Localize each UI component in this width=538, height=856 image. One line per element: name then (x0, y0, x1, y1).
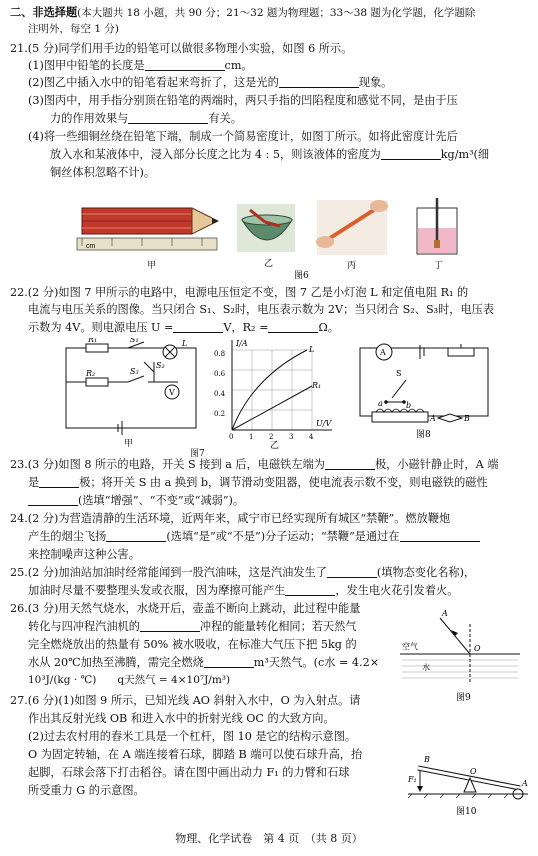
q23-line3: (选填“增强”、“不变”或“减弱”)。 (28, 492, 244, 509)
fig10-F1: F₁ (408, 775, 417, 784)
fig8-ammeter: A (380, 348, 386, 357)
graph-ytick-06: 0.6 (214, 370, 226, 378)
fig7-caption: 图7 (190, 449, 205, 459)
q21-part4a: (4)将一些细铜丝绕在铅笔下端，制成一个简易密度计，如图丁所示。如将此密度计先后 (28, 130, 458, 143)
fig9-water: 水 (422, 663, 430, 672)
q27-line6: 所受重力 G 的示意图。 (28, 784, 145, 797)
q23-blank-2[interactable] (39, 475, 79, 488)
circuit-S3: S₃ (130, 367, 139, 376)
fig6-label-yi: 乙 (264, 259, 274, 269)
section-note-2: 注明外，每空 1 分) (28, 23, 119, 35)
fig6-label-jia: 甲 (147, 261, 157, 271)
fig6-bowl (237, 204, 295, 252)
q25-line1: 25.(2 分)加油站加油时经常能闻到一股汽油味，这是汽油发生了 (填物态变化名称)， (10, 566, 476, 579)
q22-blank-1[interactable] (173, 320, 223, 333)
circuit-S1: S₁ (130, 338, 139, 344)
fig6-caption: 图6 (294, 271, 309, 280)
section-note-1: (本大题共 18 小题，共 90 分；21～32 题为物理题；33～38 题为化学题，化学题除 (77, 7, 476, 19)
q22-line3: 示数为 4V。则电源电压 U = V，R₂ = Ω。 (28, 321, 339, 334)
figure-10 (408, 728, 528, 818)
fig10-B: B (424, 755, 430, 764)
q26-line1: 26.(3 分)用天然气烧水，水烧开后，壶盖不断向上跳动，此过程中能量 (10, 602, 361, 615)
q21-part2: (2)图乙中插入水中的铅笔看起来弯折了，这是光的 现象。 (28, 76, 393, 89)
q27-line2: 作出其反射光线 OB 和进入水中的折射光线 OC 的大致方向。 (28, 712, 335, 725)
q21-part3a: (3)图丙中，用手指分别顶在铅笔的两端时，两只手指的凹陷程度和感觉不同，是由于压 (28, 94, 458, 107)
graph-xtick-1: 1 (249, 433, 254, 441)
q22-blank-2[interactable] (268, 320, 318, 333)
fig6-ruler-pencil (77, 208, 218, 250)
fig8-b: b (406, 401, 412, 410)
q25-blank-2[interactable] (285, 583, 335, 596)
circuit-V: V (169, 388, 175, 397)
q26-line5: 10³J/(kg · ℃) q天然气 = 4×10⁷J/m³) (28, 674, 231, 686)
q27-line1: 27.(6 分)(1)如图 9 所示，已知光线 AO 斜射入水中，O 为入射点。请 (10, 694, 361, 707)
fig6-label-ding: 丁 (434, 261, 444, 271)
fig7-yi: 乙 (270, 441, 280, 450)
figure-6 (72, 190, 492, 280)
q21-part4c: 铜丝体积忽略不计)。 (50, 166, 156, 179)
graph-ytick-04: 0.4 (214, 390, 226, 398)
q24-line3: 来控制噪声这种公害。 (28, 548, 140, 561)
fig7-jia: 甲 (124, 439, 134, 449)
circuit-R2: R₂ (86, 369, 96, 378)
q26-line3: 完全燃烧放出的热量有 50% 被水吸收，在标准大气压下把 5kg 的 (28, 638, 357, 651)
figure-8 (350, 340, 500, 440)
q21-stem: 21.(5 分)同学们用手边的铅笔可以做很多物理小实验，如图 6 所示。 (10, 42, 353, 55)
q26-blank-2[interactable] (204, 655, 254, 668)
section-header (10, 4, 475, 22)
q25-blank-1[interactable] (327, 565, 377, 578)
q27-line4: O 为固定转轴，在 A 端连接着石球，脚踏 B 端可以使石球升高，抬 (28, 748, 363, 761)
q21-blank-4[interactable] (381, 147, 441, 160)
page-footer: 物理、化学试卷 第 4 页 （共 8 页） (175, 832, 363, 845)
fig6-ruler-unit: cm (86, 243, 96, 250)
fig8-caption: 图8 (416, 430, 431, 440)
q26-blank-1[interactable] (140, 619, 200, 632)
graph-ytick-08: 0.8 (214, 350, 226, 358)
q23-blank-3[interactable] (28, 493, 78, 506)
q21-part4b: 放入水和某液体中，浸入部分长度之比为 4 : 5，则该液体的密度为 kg/m³(细 (50, 148, 490, 161)
q23-blank-1[interactable] (325, 457, 375, 470)
q21-blank-2[interactable] (279, 75, 359, 88)
graph-label-L: L (309, 345, 315, 354)
circuit-R1: R₁ (88, 338, 98, 344)
circuit-L: L (182, 339, 188, 348)
graph-xtick-4: 4 (309, 433, 314, 441)
section-title: 二、非选择题 (10, 5, 78, 19)
fig8-needle-A: A (430, 414, 436, 423)
graph-ylabel: I/A (236, 339, 248, 348)
fig10-A: A (522, 779, 528, 788)
fig6-label-bing: 丙 (347, 261, 357, 271)
circuit-S2: S₂ (156, 361, 165, 370)
graph-xtick-2: 2 (269, 433, 274, 441)
figure-9 (400, 604, 525, 704)
q26-line4: 水从 20℃加热至沸腾，需完全燃烧 m³天然气。(c水 = 4.2× (28, 656, 380, 669)
fig9-caption: 图9 (456, 693, 471, 703)
q27-line3: (2)过去农村用的舂米工具是一个杠杆，图 10 是它的结构示意图。 (28, 730, 357, 743)
fig10-O: O (470, 767, 477, 776)
q24-line2: 产生的烟尘飞扬 (选填“是”或“不是”)分子运动；“禁鞭”是通过在 (28, 528, 480, 545)
q25-line2: 加油时尽量不要整理头发或衣服，因为摩擦可能产生 ，发生电火花引发着火。 (28, 584, 459, 597)
graph-xlabel: U/V (316, 419, 332, 428)
graph-label-R1: R₁ (312, 381, 322, 390)
fig10-caption: 图10 (456, 807, 477, 817)
q24-line1: 24.(2 分)为营造清静的生活环境，近两年来，咸宁市已经实现所有城区“禁鞭”。燃放鞭炮 (10, 512, 451, 525)
q22-line2: 电流与电压关系的图像。当只闭合 S₁、S₂时，电压表示数为 2V；当只闭合 S₂、S₃时，电压表 (28, 303, 495, 316)
q22-line1: 22.(2 分)如图 7 甲所示的电路中，电源电压恒定不变，图 7 乙是小灯泡 L 和定值电阻 R₁ 的 (10, 286, 469, 299)
q26-line2: 转化与四冲程汽油机的 冲程的能量转化相同；若天然气 (28, 620, 357, 633)
fig8-needle-B: B (464, 414, 470, 423)
q21-part1: (1)图甲中铅笔的长度是 cm。 (28, 59, 253, 72)
graph-xtick-3: 3 (289, 433, 294, 441)
fig8-a: a (378, 399, 383, 408)
q23-line2: 是 极；将开关 S 由 a 换到 b，调节滑动变阻器，使电流表示数不变，则电磁铁的磁性 (28, 476, 488, 489)
graph-ytick-02: 0.2 (214, 410, 226, 418)
q21-part3b: 力的作用效果与 有关。 (50, 112, 242, 125)
q27-line5: 起脚，石球会落下打击稻谷。请在图中画出动力 F₁ 的力臂和石球 (28, 766, 350, 779)
fig9-air: 空气 (402, 642, 418, 651)
fig9-A: A (442, 609, 448, 618)
fig9-O: O (474, 644, 481, 653)
q21-blank-3[interactable] (128, 111, 208, 124)
fig8-switch-S: S (396, 369, 402, 378)
q21-blank-1[interactable] (145, 58, 225, 71)
fig6-beaker (417, 198, 457, 254)
fig6-fingers (316, 200, 388, 255)
figure-7-graph (212, 338, 342, 450)
figure-7-circuit (58, 338, 208, 450)
q23-line1: 23.(3 分)如图 8 所示的电路，开关 S 接到 a 后，电磁铁左端为 极，小磁针静止时，A 端 (10, 458, 499, 471)
q24-blank-2[interactable] (400, 529, 480, 542)
graph-xtick-0: 0 (229, 433, 234, 441)
q24-blank-1[interactable] (106, 529, 166, 542)
